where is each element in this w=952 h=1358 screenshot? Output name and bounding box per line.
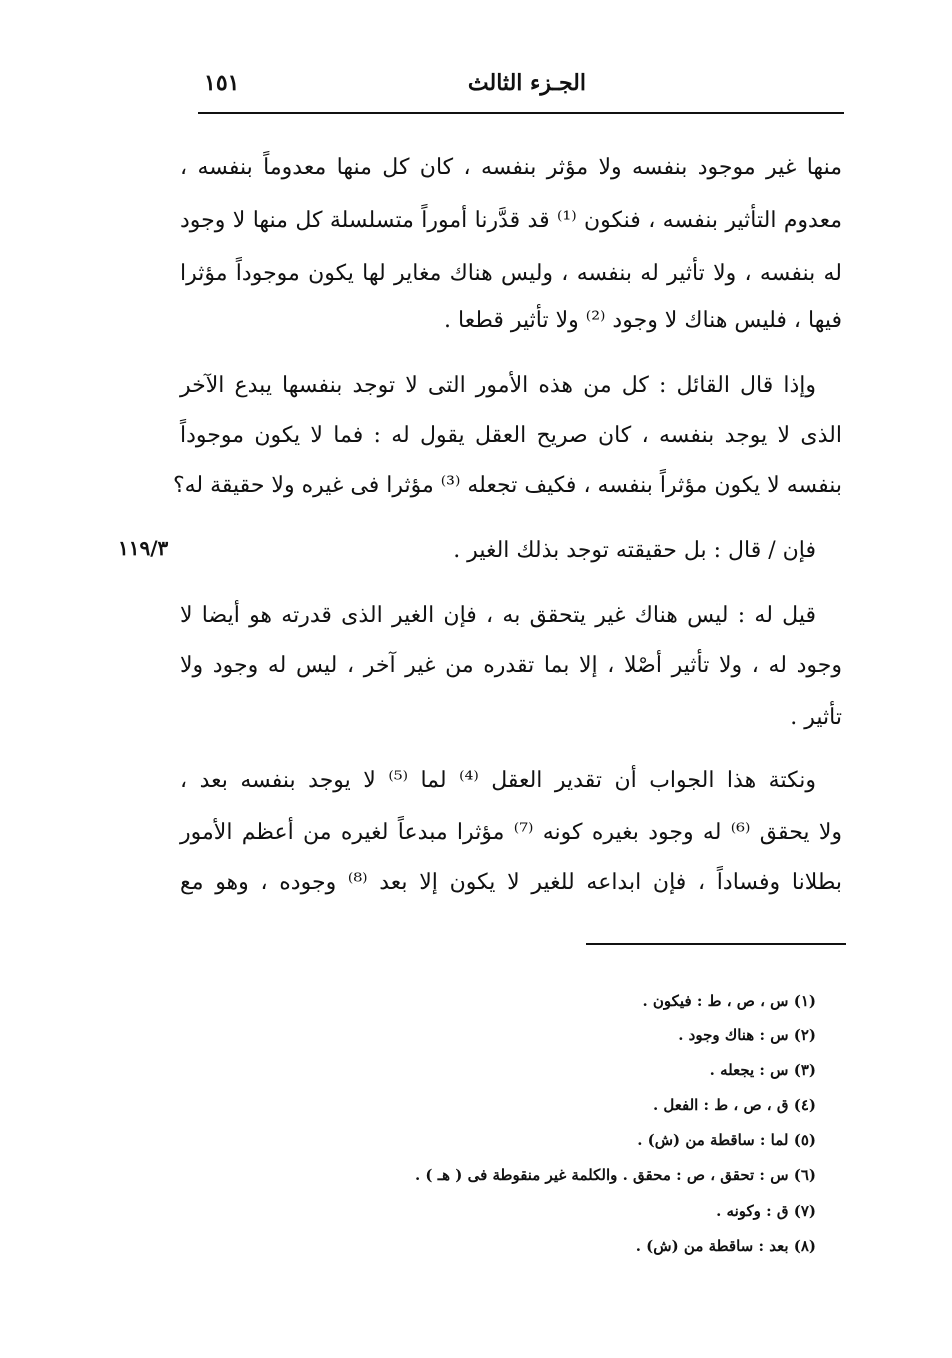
footnote: (٣) س : يجعله . [709, 1061, 816, 1079]
body-line: بنفسه لا يكون مؤثراً بنفسه ، فكيف تجعله ⁽³⁾ مؤثرا فى غيره ولا حقيقة له؟ [172, 473, 842, 498]
body-line: تأثير . [790, 705, 842, 730]
running-title: الجـزء الثالث [467, 70, 586, 96]
footnote: (١) س ، ص ، ط : فيكون . [642, 992, 816, 1010]
body-line: ونكتة هذا الجواب أن تقدير العقل ⁽⁴⁾ لما ⁽⁵⁾ لا يوجد بنفسه بعد ، [180, 768, 816, 793]
body-line: فيها ، فليس هناك لا وجود ⁽²⁾ ولا تأثير قطعا . [444, 308, 842, 333]
footnote-rule [586, 943, 846, 945]
footnote: (٤) ق ، ص ، ط : الفعل . [652, 1096, 816, 1114]
body-line: فإن / قال : بل حقيقته توجد بذلك الغير . [453, 538, 816, 563]
footnote: (٢) س : هناك وجود . [678, 1026, 816, 1044]
body-line: وجود له ، ولا تأثير أصْلا ، إلا بما تقدره من غير آخر ، ليس له وجود ولا [180, 653, 842, 678]
body-line: منها غير موجود بنفسه ولا مؤثر بنفسه ، كان كل منها معدوماً بنفسه ، [180, 155, 842, 180]
body-line: له بنفسه ، ولا تأثير له بنفسه ، وليس هناك مغاير لها يكون موجوداً مؤثرا [180, 261, 842, 286]
header-rule [198, 112, 844, 114]
footnote: (٨) بعد : ساقطة من (ش) . [635, 1237, 816, 1255]
body-line: ولا يحقق ⁽⁶⁾ له وجود بغيره كونه ⁽⁷⁾ مؤثرا مبدعاً لغيره من أعظم الأمور [180, 820, 843, 845]
footnote: (٦) س : تحقق ، ص : محقق . والكلمة غير منقوطة فى ( هـ ) . [414, 1166, 816, 1184]
body-line: وإذا قال القائل : كل من هذه الأمور التى لا توجد بنفسها يبدع الآخر [180, 373, 816, 398]
body-line: قيل له : ليس هناك غير يتحقق به ، فإن الغير الذى قدرته هو أيضا لا [180, 603, 816, 628]
footnote: (٧) ق : وكونه . [716, 1202, 816, 1220]
margin-reference: ١١٩/٣ [118, 536, 169, 560]
page-number: ١٥١ [204, 70, 240, 96]
page-header [198, 66, 844, 104]
body-line: بطلانا وفساداً ، فإن ابداعه للغير لا يكون إلا بعد ⁽⁸⁾ وجوده ، وهو مع [180, 870, 842, 895]
footnote: (٥) لما : ساقطة من (ش) . [637, 1131, 816, 1149]
body-line: الذى لا يوجد بنفسه ، كان صريح العقل يقول له : فما لا يكون موجوداً [180, 423, 842, 448]
body-line: معدوم التأثير بنفسه ، فنكون ⁽¹⁾ قد قدَّرنا أموراً متسلسلة كل منها لا وجود [180, 208, 843, 233]
